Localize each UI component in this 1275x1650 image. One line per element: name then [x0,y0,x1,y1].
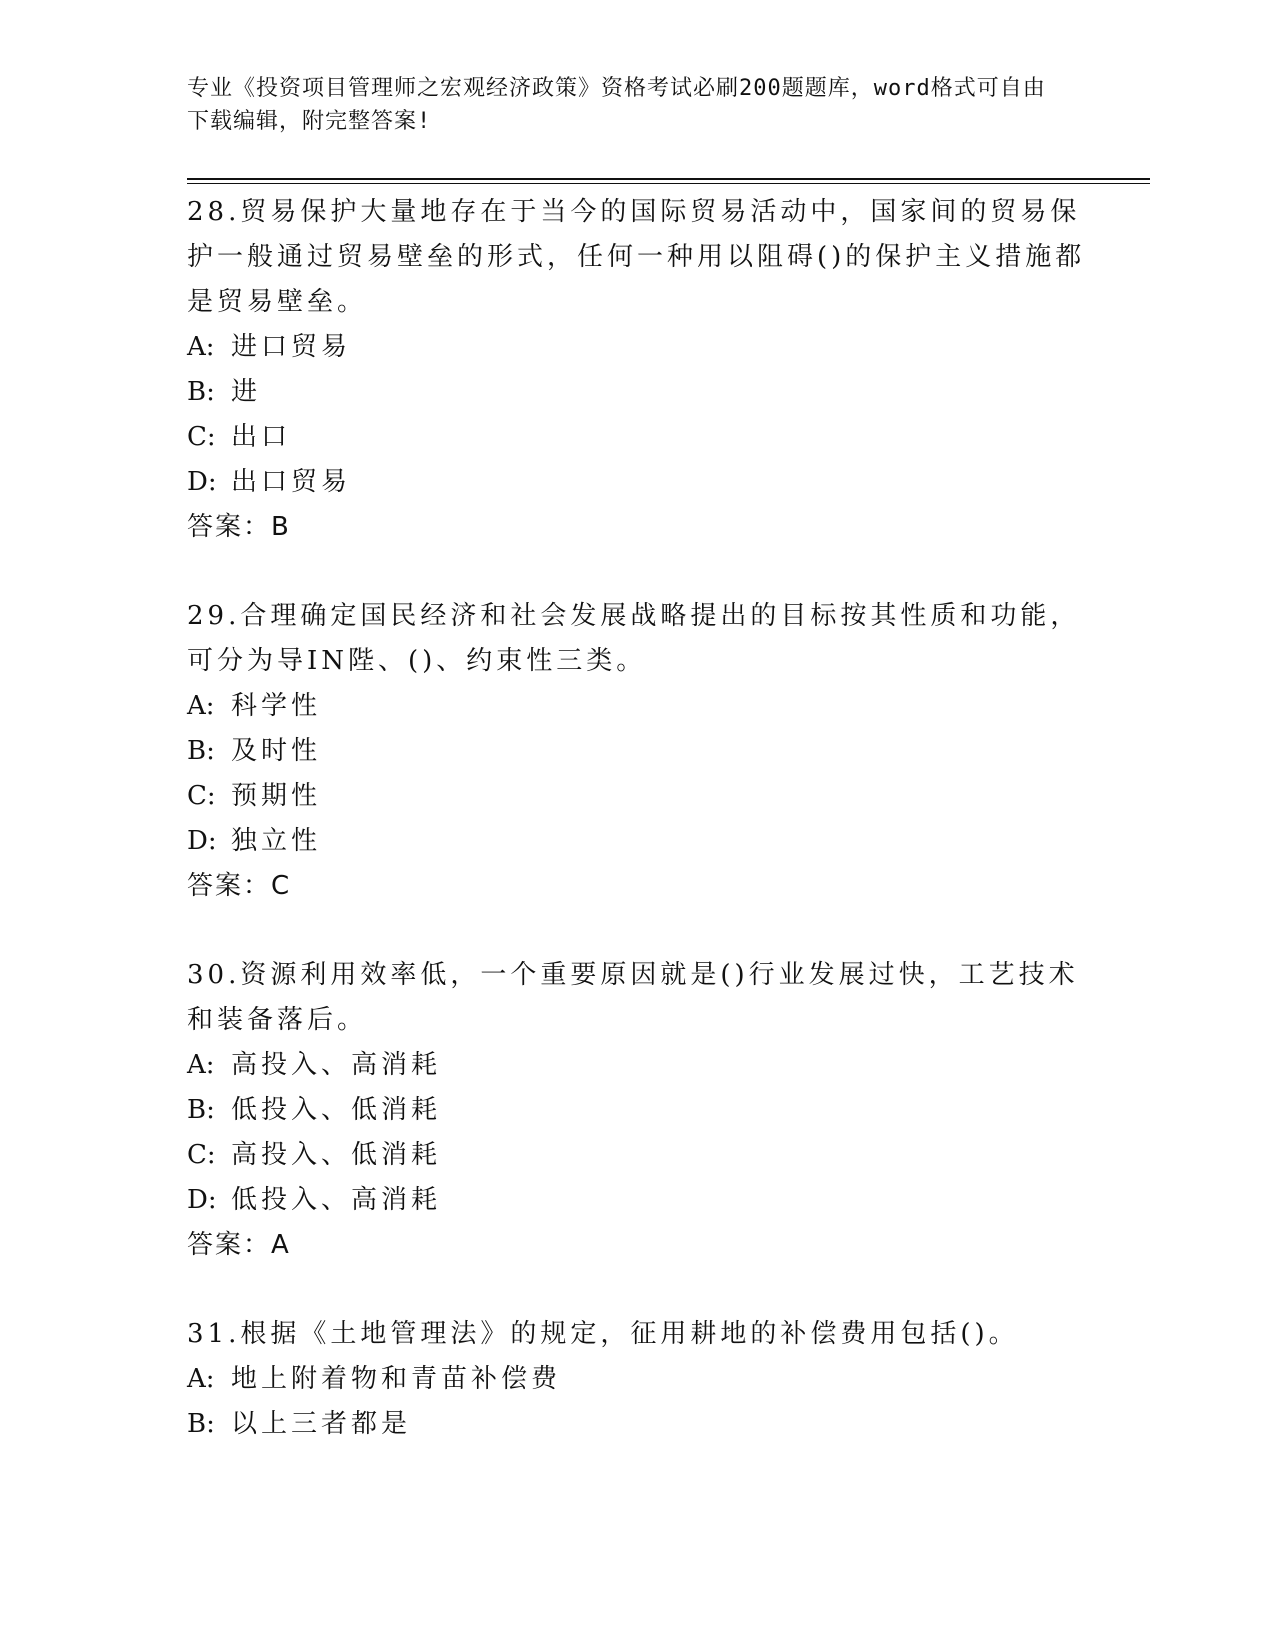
option-a [187,325,1087,370]
option-d [187,1178,1087,1223]
option-text: 高投入、高消耗 [231,1050,442,1080]
question-28 [187,190,1087,550]
option-text: 独立性 [231,826,322,856]
option-letter: C: [187,781,216,811]
header-rule-thick [187,178,1150,180]
option-b [187,1088,1087,1133]
question-text: 30.资源利用效率低，一个重要原因就是()行业发展过快，工艺技术和装备落后。 [187,960,1079,1035]
option-letter: D: [187,826,217,856]
option-letter: A: [187,691,215,721]
option-letter: D: [187,467,217,497]
option-letter: D: [187,1185,217,1215]
option-letter: B: [187,736,215,766]
option-letter: B: [187,1409,215,1439]
option-text: 低投入、低消耗 [231,1095,442,1125]
option-letter: A: [187,1050,215,1080]
option-letter: A: [187,1364,215,1394]
option-letter: B: [187,377,215,407]
option-c [187,1133,1087,1178]
answer-line: 答案：B [187,512,291,542]
document-header: 专业《投资项目管理师之宏观经济政策》资格考试必刷200题题库，word格式可自由下载编辑，附完整答案! [187,76,1046,134]
question-list [187,190,1087,1491]
question-30 [187,953,1087,1268]
question-text: 29.合理确定国民经济和社会发展战略提出的目标按其性质和功能，可分为导IN陛、()、约束性三类。 [187,601,1081,676]
option-text: 及时性 [231,736,322,766]
option-text: 高投入、低消耗 [231,1140,442,1170]
option-text: 地上附着物和青苗补偿费 [231,1364,562,1394]
option-a [187,684,1087,729]
option-d [187,460,1087,505]
option-c [187,774,1087,819]
option-b [187,729,1087,774]
option-letter: A: [187,332,215,362]
option-letter: C: [187,422,216,452]
option-text: 科学性 [231,691,322,721]
question-text: 28.贸易保护大量地存在于当今的国际贸易活动中，国家间的贸易保护一般通过贸易壁垒的形式，任何一种用以阻碍()的保护主义措施都是贸易壁垒。 [187,197,1086,317]
option-text: 出口 [231,422,292,452]
question-29 [187,594,1087,909]
answer-line: 答案：A [187,1230,291,1260]
option-b [187,1402,1087,1447]
option-text: 进口贸易 [231,332,352,362]
option-c [187,415,1087,460]
option-letter: B: [187,1095,215,1125]
header-rule-thin [187,183,1150,184]
question-31 [187,1312,1087,1447]
option-d [187,819,1087,864]
question-text: 31.根据《土地管理法》的规定，征用耕地的补偿费用包括()。 [187,1319,1019,1349]
option-text: 出口贸易 [231,467,352,497]
option-letter: C: [187,1140,216,1170]
option-text: 以上三者都是 [231,1409,412,1439]
answer-line: 答案：C [187,871,292,901]
document-page [187,0,1087,1650]
option-a [187,1043,1087,1088]
option-a [187,1357,1087,1402]
option-text: 进 [231,377,262,407]
option-text: 预期性 [231,781,322,811]
option-b [187,370,1087,415]
option-text: 低投入、高消耗 [231,1185,442,1215]
